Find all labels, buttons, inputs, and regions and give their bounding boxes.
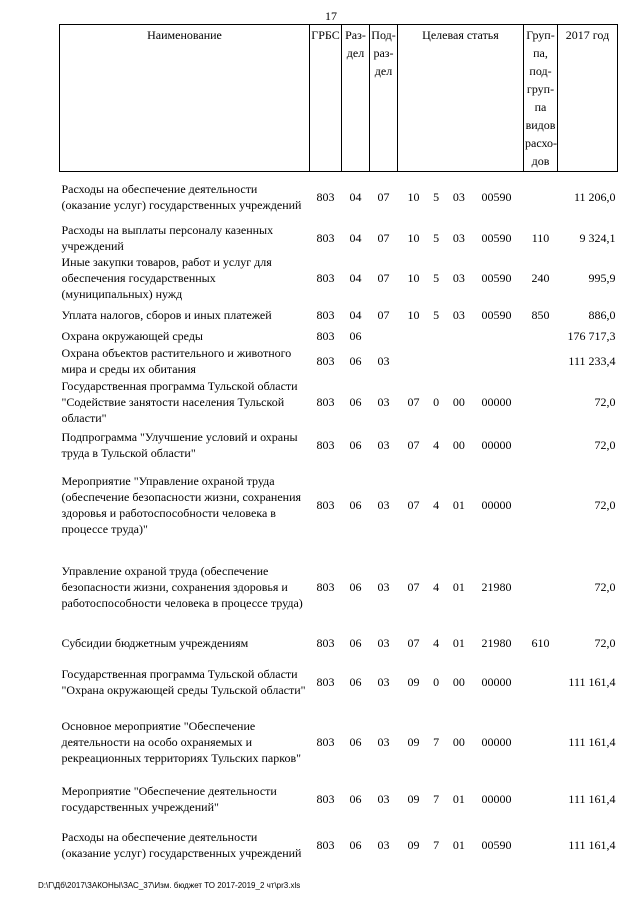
row-csr-c2: 5: [433, 307, 440, 322]
row-grbs: 803: [316, 353, 335, 368]
row-csr: [398, 377, 524, 427]
page-number: 17: [325, 9, 337, 23]
row-group: 610: [531, 635, 550, 650]
row-csr-c2: 7: [433, 791, 440, 806]
row-csr-c1: 10: [407, 307, 420, 322]
row-name: Мероприятие "Обеспечение деятельности государственных учреждений": [61, 783, 277, 814]
row-csr-c3: 00: [452, 394, 465, 409]
row-csr-c1: 07: [407, 635, 420, 650]
row-csr-c2: 4: [433, 497, 440, 512]
row-razdel: 06: [349, 438, 362, 452]
row-grbs: 803: [316, 189, 335, 204]
row-csr: [398, 464, 524, 546]
row-group: [524, 546, 558, 628]
row-csr-c2: 5: [433, 189, 440, 204]
row-csr-c2: 7: [433, 837, 440, 852]
row-grbs: 803: [316, 579, 335, 594]
row-razdel: 04: [349, 270, 362, 285]
row-amount: 72,0: [594, 497, 616, 512]
row-csr: [398, 706, 524, 778]
row-group: [524, 658, 558, 706]
row-csr-c4: 00000: [481, 674, 512, 689]
row-csr-c2: 4: [433, 438, 440, 452]
row-razdel: 06: [349, 837, 362, 852]
row-csr-c1: 09: [407, 791, 420, 806]
row-csr-c1: 10: [407, 270, 420, 285]
row-podrazdel: 07: [377, 230, 390, 245]
table-row: [60, 546, 618, 628]
row-csr-c3: 01: [452, 791, 465, 806]
row-amount: 111 161,4: [568, 837, 616, 852]
row-grbs: 803: [316, 497, 335, 512]
row-csr-c1: 07: [407, 438, 420, 452]
row-csr-c4: 00000: [481, 497, 512, 512]
row-csr-c2: 0: [433, 394, 440, 409]
row-grbs: 803: [316, 635, 335, 650]
row-csr-c4: 00590: [481, 307, 512, 322]
table-row: [60, 464, 618, 546]
row-csr-c1: 07: [407, 497, 420, 512]
row-podrazdel: 03: [377, 635, 390, 650]
row-razdel: 06: [349, 791, 362, 806]
table-row: [60, 427, 618, 464]
header-group: Груп- па, под- груп- па видов расхо- дов: [524, 25, 558, 172]
row-razdel: 06: [349, 674, 362, 689]
row-csr-c3: 03: [452, 189, 465, 204]
row-name: Расходы на обеспечение деятельности (оказание услуг) государственных учреждений: [61, 181, 302, 212]
row-podrazdel: 03: [377, 734, 390, 749]
row-csr-c2: 0: [433, 674, 440, 689]
row-group: [524, 172, 558, 222]
row-csr-c3: 01: [452, 497, 465, 512]
row-name: Управление охраной труда (обеспечение безопасности жизни, сохранения здоровья и работоспособности человека в процессе труда): [61, 563, 303, 610]
row-podrazdel: 03: [377, 837, 390, 852]
row-group: [524, 820, 558, 870]
row-name: Расходы на обеспечение деятельности (оказание услуг) государственных учреждений: [61, 829, 302, 860]
row-csr-c1: 09: [407, 674, 420, 689]
row-razdel: 06: [349, 734, 362, 749]
row-amount: 72,0: [594, 635, 616, 650]
row-group: 850: [531, 307, 550, 322]
row-name: Подпрограмма "Улучшение условий и охраны труда в Тульской области": [61, 430, 298, 460]
row-csr-c1: 09: [407, 734, 420, 749]
row-amount: 176 717,3: [567, 329, 616, 343]
row-csr-c4: 21980: [481, 579, 512, 594]
row-razdel: 06: [349, 497, 362, 512]
table-row: [60, 658, 618, 706]
row-name: Охрана объектов растительного и животного мира и среды их обитания: [61, 345, 292, 376]
row-amount: 72,0: [594, 438, 616, 452]
row-csr-c3: 03: [452, 270, 465, 285]
row-csr: [398, 546, 524, 628]
header-amount: 2017 год: [558, 25, 618, 172]
row-name: Субсидии бюджетным учреждениям: [61, 635, 249, 650]
row-csr-c4: 00000: [481, 791, 512, 806]
row-amount: 72,0: [594, 394, 616, 409]
budget-table: [59, 24, 618, 870]
row-csr-c2: 4: [433, 635, 440, 650]
row-csr: [398, 628, 524, 658]
row-amount: 886,0: [588, 307, 616, 322]
row-grbs: 803: [316, 230, 335, 245]
row-group: [524, 778, 558, 820]
row-razdel: 06: [349, 353, 362, 368]
row-csr: [398, 658, 524, 706]
row-amount: 11 206,0: [573, 189, 616, 204]
row-amount: 111 161,4: [568, 674, 616, 689]
table-body: [60, 172, 618, 870]
row-podrazdel: 03: [377, 497, 390, 512]
row-csr-c2: 7: [433, 734, 440, 749]
row-podrazdel: 03: [377, 438, 390, 452]
row-name: Государственная программа Тульской области "Охрана окружающей среды Тульской области": [61, 666, 306, 697]
table-row: [60, 628, 618, 658]
row-name: Расходы на выплаты персоналу казенных учреждений: [61, 222, 274, 253]
row-razdel: 06: [349, 329, 362, 343]
row-podrazdel: [370, 328, 398, 345]
row-name: Основное мероприятие "Обеспечение деятельности на особо охраняемых и рекреационных территориях Тульских парков": [61, 718, 302, 765]
row-csr-c3: 00: [452, 674, 465, 689]
row-razdel: 06: [349, 579, 362, 594]
row-podrazdel: 03: [377, 674, 390, 689]
row-razdel: 04: [349, 230, 362, 245]
row-group: 110: [531, 230, 550, 245]
row-grbs: 803: [316, 734, 335, 749]
row-csr: [398, 778, 524, 820]
row-csr-c1: 09: [407, 837, 420, 852]
table-row: [60, 778, 618, 820]
row-csr: [398, 254, 524, 302]
row-razdel: 06: [349, 394, 362, 409]
header-podrazdel: Под- раз- дел: [370, 25, 398, 172]
row-podrazdel: 07: [377, 307, 390, 322]
row-name: Охрана окружающей среды: [61, 329, 203, 343]
row-razdel: 04: [349, 307, 362, 322]
table-row: [60, 820, 618, 870]
row-csr-c3: 03: [452, 307, 465, 322]
row-csr-c1: 10: [407, 189, 420, 204]
row-csr-c2: 5: [433, 270, 440, 285]
row-group: [524, 706, 558, 778]
row-csr-c3: 00: [452, 734, 465, 749]
table-row: [60, 302, 618, 328]
table-row: [60, 706, 618, 778]
row-podrazdel: 07: [377, 270, 390, 285]
row-grbs: 803: [316, 394, 335, 409]
header-grbs: ГРБС: [310, 25, 342, 172]
table-row: [60, 377, 618, 427]
header-razdel: Раз- дел: [342, 25, 370, 172]
row-csr-c3: 03: [452, 230, 465, 245]
row-csr-c4: 00000: [481, 734, 512, 749]
row-grbs: 803: [316, 307, 335, 322]
table-row: [60, 172, 618, 222]
row-csr: [398, 427, 524, 464]
row-csr-c3: 01: [452, 635, 465, 650]
table-row: [60, 254, 618, 302]
header-name: Наименование: [60, 25, 310, 172]
row-csr: [398, 328, 524, 345]
row-csr-c2: 5: [433, 230, 440, 245]
table-row: [60, 345, 618, 377]
row-podrazdel: 03: [377, 579, 390, 594]
row-group: [524, 427, 558, 464]
row-csr-c4: 00590: [481, 270, 512, 285]
row-csr-c3: 01: [452, 837, 465, 852]
row-csr-c4: 21980: [481, 635, 512, 650]
row-grbs: 803: [316, 329, 335, 343]
row-csr: [398, 172, 524, 222]
row-csr-c4: 00590: [481, 230, 512, 245]
row-csr-c3: 00: [452, 438, 465, 452]
row-razdel: 06: [349, 635, 362, 650]
row-grbs: 803: [316, 438, 335, 452]
row-csr-c4: 00590: [481, 837, 512, 852]
row-group: [524, 345, 558, 377]
row-grbs: 803: [316, 674, 335, 689]
row-group: [524, 377, 558, 427]
table-row: [60, 328, 618, 345]
row-csr: [398, 302, 524, 328]
row-csr-c4: 00000: [481, 438, 512, 452]
row-amount: 995,9: [588, 270, 616, 285]
row-razdel: 04: [349, 189, 362, 204]
row-group: [524, 464, 558, 546]
row-grbs: 803: [316, 270, 335, 285]
row-csr-c3: 01: [452, 579, 465, 594]
table-row: [60, 222, 618, 254]
row-podrazdel: 03: [377, 353, 390, 368]
row-podrazdel: 03: [377, 791, 390, 806]
row-grbs: 803: [316, 837, 335, 852]
row-name: Уплата налогов, сборов и иных платежей: [61, 307, 272, 322]
row-group: [524, 328, 558, 345]
row-csr-c4: 00000: [481, 394, 512, 409]
row-grbs: 803: [316, 791, 335, 806]
row-amount: 111 161,4: [568, 791, 616, 806]
row-csr-c2: 4: [433, 579, 440, 594]
row-name: Иные закупки товаров, работ и услуг для обеспечения государственных (муниципальных) нужд: [61, 254, 272, 301]
row-podrazdel: 03: [377, 394, 390, 409]
row-csr: [398, 345, 524, 377]
row-amount: 9 324,1: [579, 230, 616, 245]
row-csr: [398, 820, 524, 870]
row-amount: 111 233,4: [568, 353, 616, 368]
row-amount: 72,0: [594, 579, 616, 594]
row-podrazdel: 07: [377, 189, 390, 204]
row-name: Государственная программа Тульской области "Содействие занятости населения Тульской области": [61, 378, 298, 425]
row-name: Мероприятие "Управление охраной труда (обеспечение безопасности жизни, сохранения здоровья и работоспособности человека в процессе труда)": [61, 473, 302, 536]
header-csr: Целевая статья: [398, 25, 524, 172]
table-header-row: [60, 25, 618, 172]
row-csr-c4: 00590: [481, 189, 512, 204]
row-group: 240: [531, 270, 550, 285]
row-amount: 111 161,4: [568, 734, 616, 749]
row-csr-c1: 10: [407, 230, 420, 245]
row-csr-c1: 07: [407, 579, 420, 594]
row-csr: [398, 222, 524, 254]
row-csr-c1: 07: [407, 394, 420, 409]
file-path-footer: D:\Г\Дб\2017\ЗАКОНЫ\ЗАС_37\Изм. бюджет ТО 2017-2019_2 чт\pr3.xls: [38, 881, 301, 890]
